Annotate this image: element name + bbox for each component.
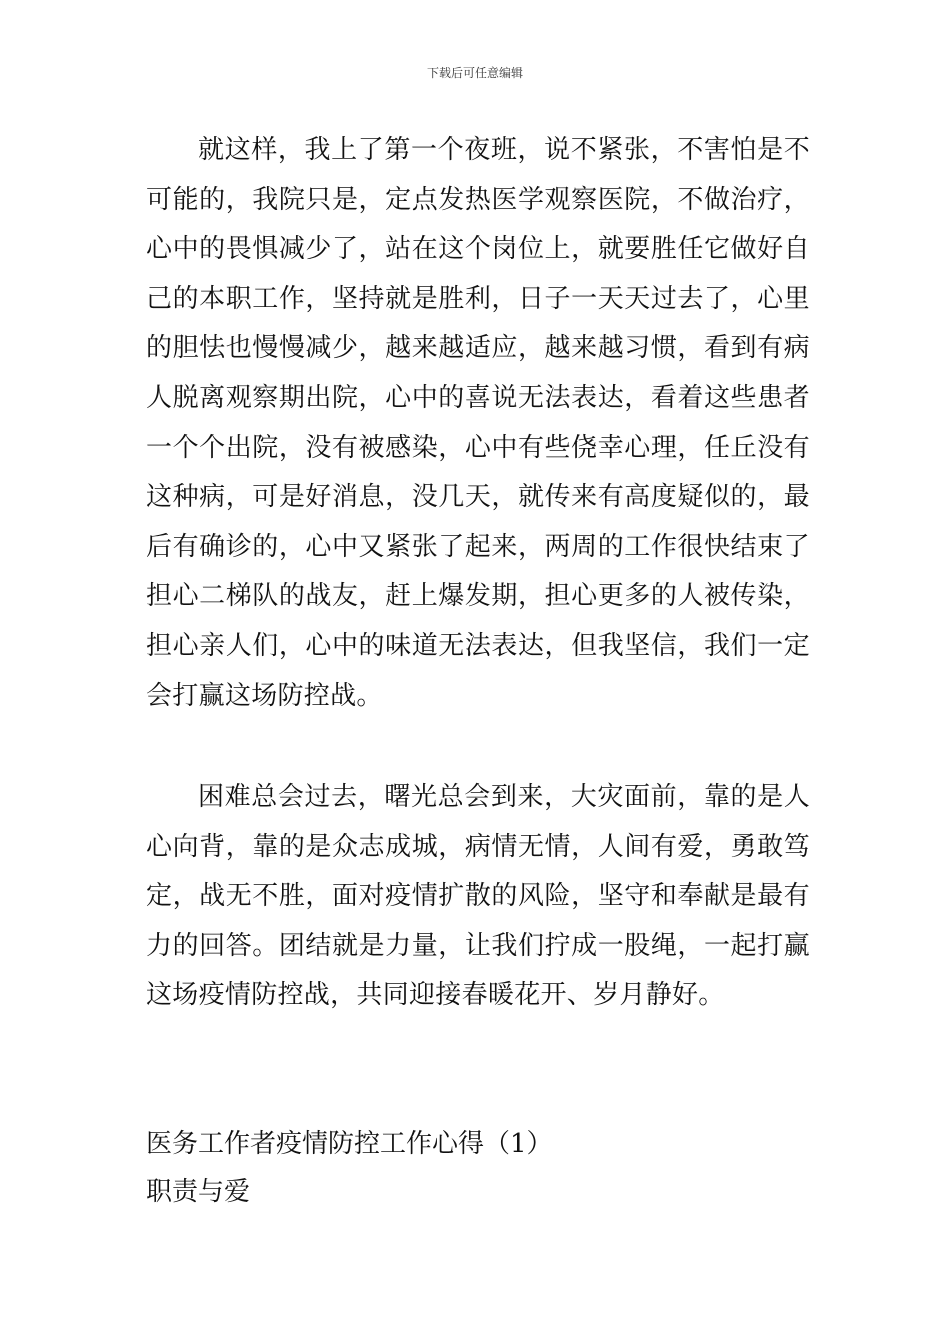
section-subtitle: 职责与爱 <box>146 1177 251 1207</box>
body-paragraph-1: 就这样，我上了第一个夜班，说不紧张，不害怕是不可能的，我院只是，定点发热医学观察医院，不做治疗，心中的畏惧减少了，站在这个岗位上，就要胜任它做好自己的本职工作，坚持就是胜利，日子一天天过去了，心里的胆怯也慢慢减少，越来越适应，越来越习惯，看到有病人脱离观察期出院，心中的喜说无法表达，看着这些患者一个个出院，没有被感染，心中有些侥幸心理，任丘没有这种病，可是好消息，没几天，就传来有高度疑似的，最后有确诊的，心中又紧张了起来，两周的工作很快结束了担心二梯队的战友，赶上爆发期，担心更多的人被传染，担心亲人们，心中的味道无法表达，但我坚信，我们一定会打赢这场防控战。 <box>146 135 810 711</box>
body-paragraph-2: 困难总会过去，曙光总会到来，大灾面前，靠的是人心向背，靠的是众志成城，病情无情，人间有爱，勇敢笃定，战无不胜，面对疫情扩散的风险，坚守和奉献是最有力的回答。团结就是力量，让我们拧成一股绳，一起打赢这场疫情防控战，共同迎接春暖花开、岁月静好。 <box>146 782 810 1011</box>
page-header-note: 下载后可任意编辑 <box>426 66 523 80</box>
section-title: 医务工作者疫情防控工作心得（1） <box>146 1129 553 1159</box>
